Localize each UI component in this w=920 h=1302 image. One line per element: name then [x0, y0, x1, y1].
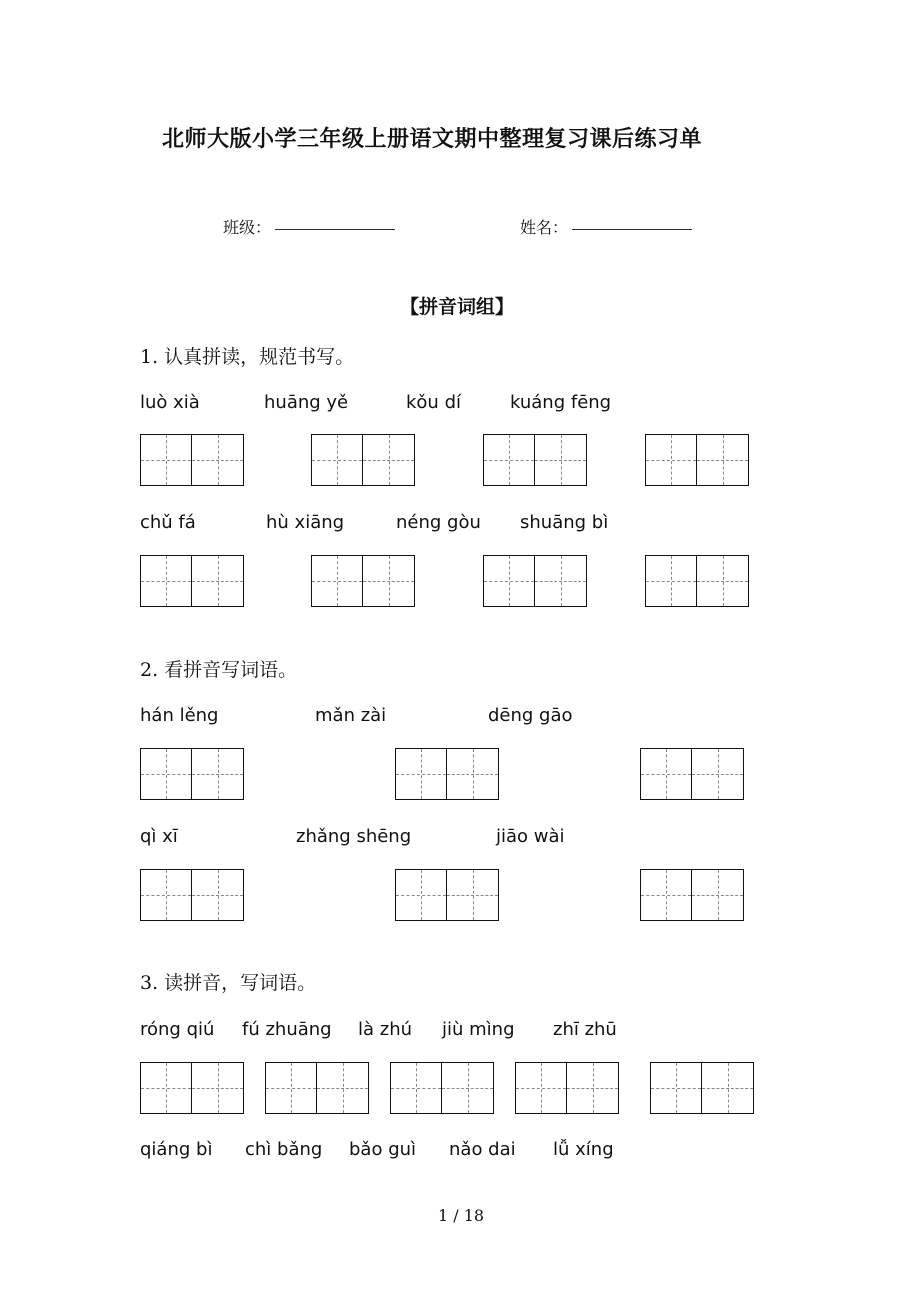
writing-box[interactable]: [311, 555, 415, 607]
pinyin-item: róng qiú: [140, 1019, 215, 1040]
pinyin-item: qiáng bì: [140, 1139, 213, 1160]
writing-box[interactable]: [395, 748, 499, 800]
page-number: 1 / 18: [438, 1206, 485, 1225]
writing-box[interactable]: [140, 869, 244, 921]
writing-box[interactable]: [640, 748, 744, 800]
pinyin-item: jiāo wài: [496, 826, 565, 847]
pinyin-item: zhī zhū: [553, 1019, 617, 1040]
writing-box[interactable]: [390, 1062, 494, 1114]
writing-box[interactable]: [265, 1062, 369, 1114]
section-heading: 【拼音词组】: [400, 296, 515, 318]
q3-heading: 3. 读拼音，写词语。: [140, 972, 317, 994]
pinyin-item: chì bǎng: [245, 1139, 323, 1160]
name-blank[interactable]: [572, 228, 692, 230]
writing-box[interactable]: [640, 869, 744, 921]
writing-box[interactable]: [311, 434, 415, 486]
class-label: 班级：: [223, 218, 272, 237]
pinyin-item: zhǎng shēng: [296, 826, 412, 847]
writing-box[interactable]: [140, 1062, 244, 1114]
writing-box[interactable]: [140, 434, 244, 486]
pinyin-item: luò xià: [140, 392, 200, 413]
pinyin-item: mǎn zài: [315, 705, 387, 726]
writing-box[interactable]: [395, 869, 499, 921]
pinyin-item: fú zhuāng: [242, 1019, 332, 1040]
q1-heading: 1. 认真拼读，规范书写。: [140, 346, 355, 368]
writing-box[interactable]: [140, 555, 244, 607]
pinyin-item: kuáng fēng: [510, 392, 612, 413]
pinyin-item: dēng gāo: [488, 705, 573, 726]
pinyin-item: shuāng bì: [520, 512, 609, 533]
pinyin-item: qì xī: [140, 826, 178, 847]
pinyin-item: nǎo dai: [449, 1139, 516, 1160]
pinyin-item: hán lěng: [140, 705, 219, 726]
pinyin-item: lǚ xíng: [553, 1139, 614, 1160]
pinyin-item: jiù mìng: [442, 1019, 515, 1040]
class-blank[interactable]: [275, 228, 395, 230]
writing-box[interactable]: [650, 1062, 754, 1114]
writing-box[interactable]: [645, 434, 749, 486]
pinyin-item: néng gòu: [396, 512, 481, 533]
writing-box[interactable]: [140, 748, 244, 800]
class-field: [223, 215, 395, 238]
pinyin-item: bǎo guì: [349, 1139, 417, 1160]
pinyin-item: hù xiāng: [266, 512, 345, 533]
writing-box[interactable]: [515, 1062, 619, 1114]
pinyin-item: là zhú: [358, 1019, 413, 1040]
writing-box[interactable]: [483, 555, 587, 607]
pinyin-item: kǒu dí: [406, 392, 461, 413]
writing-box[interactable]: [483, 434, 587, 486]
q2-heading: 2. 看拼音写词语。: [140, 659, 298, 681]
pinyin-item: chǔ fá: [140, 512, 196, 533]
page-title: 北师大版小学三年级上册语文期中整理复习课后练习单: [162, 126, 703, 152]
name-field: [520, 215, 692, 238]
pinyin-item: huāng yě: [264, 392, 349, 413]
name-label: 姓名：: [520, 218, 569, 237]
writing-box[interactable]: [645, 555, 749, 607]
